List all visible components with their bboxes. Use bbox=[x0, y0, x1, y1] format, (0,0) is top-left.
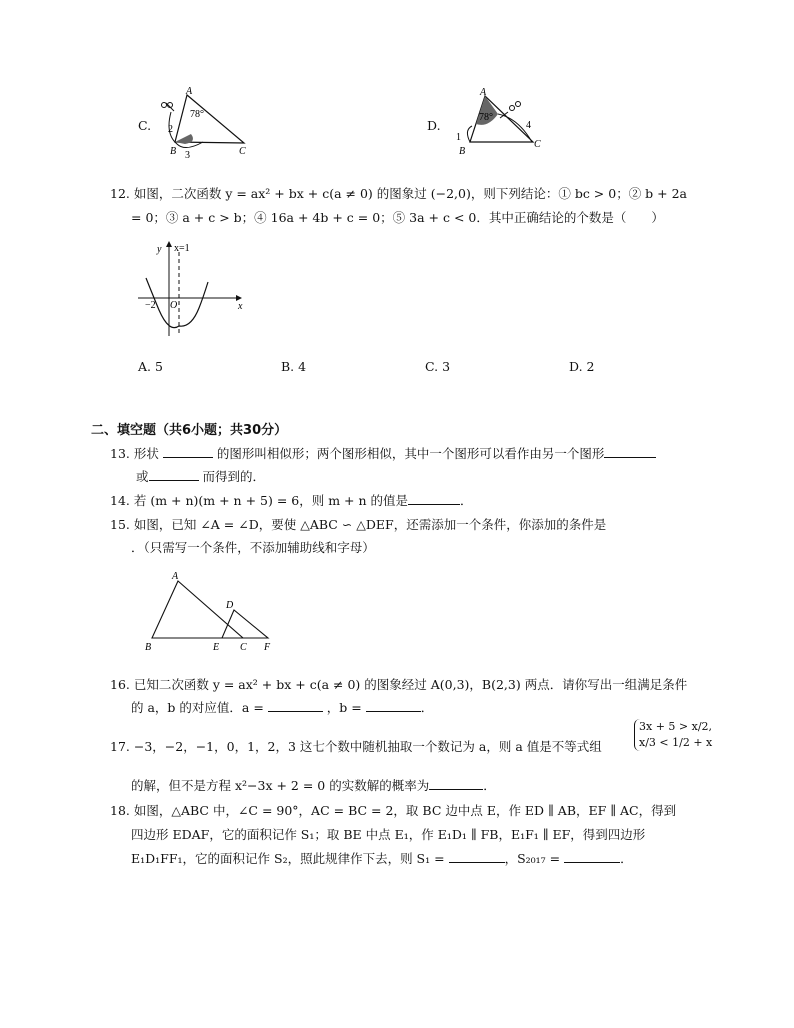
option-d-label: D. bbox=[427, 118, 441, 133]
q16-line2: 的 a，b 的对应值．a = ，b = ． bbox=[131, 700, 434, 715]
label-d: D bbox=[226, 600, 234, 611]
q12-line1: 12. 如图，二次函数 y = ax² + bx + c(a ≠ 0) 的图象过 (−2,0)，则下列结论：① bc > 0；② b + 2a bbox=[110, 186, 687, 201]
q17-line1: 17. −3，−2，−1，0，1，2，3 这七个数中随机抽取一个数记为 a，则 a 值是不等式组 bbox=[110, 739, 602, 754]
parabola-graph bbox=[136, 238, 246, 338]
side-label-2: 3 bbox=[185, 150, 190, 161]
q12-option-d: D. 2 bbox=[569, 359, 595, 374]
option-c-label: C. bbox=[138, 118, 152, 133]
label-b: B bbox=[170, 146, 177, 157]
scissors-icon bbox=[162, 103, 175, 112]
answer-blank[interactable] bbox=[163, 445, 213, 458]
section-heading: 二、填空题（共6小题；共30分） bbox=[91, 423, 288, 438]
label-c: C bbox=[240, 642, 247, 652]
answer-blank-s2017[interactable] bbox=[564, 850, 620, 863]
answer-blank[interactable] bbox=[408, 492, 460, 505]
origin-label: O bbox=[170, 300, 178, 311]
answer-blank-s1[interactable] bbox=[449, 850, 505, 863]
label-a: A bbox=[186, 86, 193, 97]
label-b: B bbox=[459, 146, 466, 157]
q16-line1: 16. 已知二次函数 y = ax² + bx + c(a ≠ 0) 的图象经过 A(0,3)，B(2,3) 两点．请你写出一组满足条件 bbox=[110, 677, 688, 692]
q18-line1: 18. 如图，△ABC 中，∠C = 90°，AC = BC = 2，取 BC 边中点 E，作 ED ∥ AB，EF ∥ AC，得到 bbox=[110, 803, 677, 818]
x-axis-label: x bbox=[238, 301, 243, 312]
q18-line3: E₁D₁FF₁，它的面积记作 S₂，照此规律作下去，则 S₁ = ，S₂₀₁₇ = ． bbox=[131, 851, 633, 866]
q12-line2: = 0；③ a + c > b；④ 16a + 4b + c = 0；⑤ 3a + c < 0．其中正确结论的个数是（ ） bbox=[131, 210, 664, 225]
q15-line1: 15. 如图，已知 ∠A = ∠D，要使 △ABC ∽ △DEF，还需添加一个条件，你添加的条件是 bbox=[110, 517, 607, 532]
q18-line2: 四边形 EDAF，它的面积记作 S₁；取 BE 中点 E₁，作 E₁D₁ ∥ FB，E₁F₁ ∥ EF，得到四边形 bbox=[131, 827, 646, 842]
angle-label: 78° bbox=[190, 109, 204, 120]
q15-line2: ．（只需写一个条件，不添加辅助线和字母） bbox=[131, 540, 375, 555]
label-e: E bbox=[213, 642, 220, 652]
label-c: C bbox=[534, 139, 541, 150]
symmetry-axis-label: x=1 bbox=[174, 243, 190, 254]
scissors-icon bbox=[500, 102, 521, 119]
neg-two-label: −2 bbox=[145, 300, 156, 311]
q13-line2: 或 而得到的． bbox=[136, 469, 266, 484]
label-c: C bbox=[239, 146, 246, 157]
q14-line: 14. 若 (m + n)(m + n + 5) = 6，则 m + n 的值是 ． bbox=[110, 493, 473, 508]
answer-blank-b[interactable] bbox=[366, 699, 421, 712]
answer-blank[interactable] bbox=[429, 777, 483, 790]
triangle-figure-c bbox=[155, 84, 255, 164]
inequality-system: 3x + 5 > x/2, x/3 < 1/2 + x bbox=[634, 719, 712, 751]
label-a: A bbox=[480, 87, 487, 98]
answer-blank[interactable] bbox=[604, 445, 656, 458]
label-b: B bbox=[145, 642, 152, 652]
q13-line1: 13. 形状 的图形叫相似形；两个图形相似，其中一个图形可以看作由另一个图形 bbox=[110, 444, 656, 462]
q12-option-b: B. 4 bbox=[281, 359, 307, 374]
triangle-figure-d bbox=[452, 84, 562, 164]
q12-option-a: A. 5 bbox=[138, 359, 163, 374]
q12-option-c: C. 3 bbox=[425, 359, 451, 374]
label-a: A bbox=[172, 571, 179, 582]
answer-blank-a[interactable] bbox=[268, 699, 323, 712]
y-axis-label: y bbox=[157, 244, 162, 255]
label-f: F bbox=[264, 642, 271, 652]
similar-triangles-figure bbox=[142, 568, 282, 652]
side-label-1: 1 bbox=[456, 132, 461, 143]
q17-line2: 的解，但不是方程 x²−3x + 2 = 0 的实数解的概率为 ． bbox=[131, 778, 496, 793]
side-label-2: 4 bbox=[526, 120, 531, 131]
angle-label: 78° bbox=[479, 112, 493, 123]
side-label-1: 2 bbox=[168, 124, 173, 135]
answer-blank[interactable] bbox=[149, 468, 199, 481]
